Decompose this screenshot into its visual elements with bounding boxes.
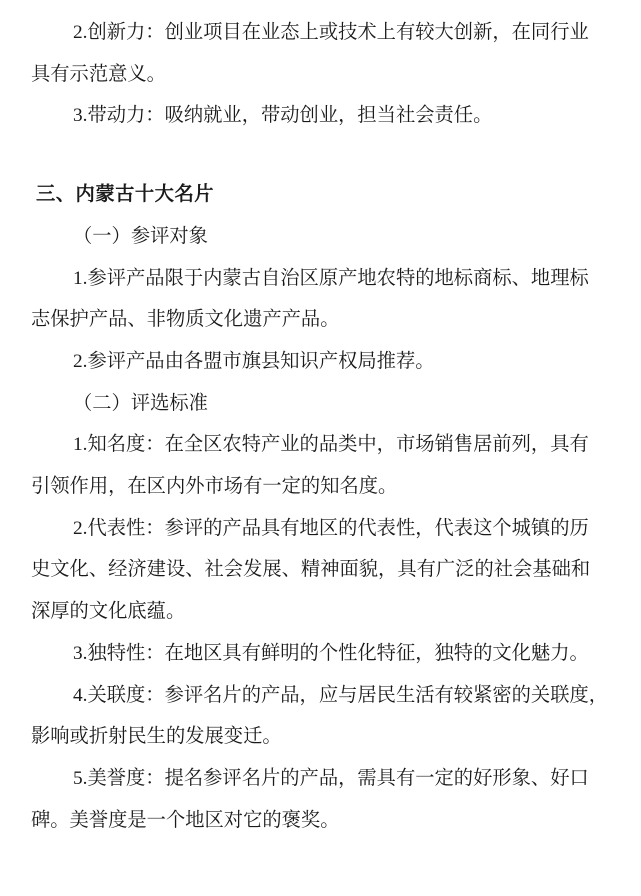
paragraph: 2.创新力：创业项目在业态上或技术上有较大创新，在同行业 具有示范意义。 [31,22,589,85]
paragraph: 3.带动力：吸纳就业，带动创业，担当社会责任。 [73,105,493,127]
paragraph: 1.参评产品限于内蒙古自治区原产地农特的地标商标、地理标 志保护产品、非物质文化遗产产品。 [31,267,589,331]
document-body [31,12,631,841]
paragraph: 3.独特性：在地区具有鲜明的个性化特征，独特的文化魅力。 [73,642,589,664]
paragraph: 2.参评产品由各盟市旗县知识产权局推荐。 [73,350,435,372]
paragraph: （二）评选标准 [73,392,208,414]
paragraph: 1.知名度：在全区农特产业的品类中，市场销售居前列，具有 引领作用，在区内外市场有一定的知名度。 [31,434,589,498]
paragraph: 5.美誉度：提名参评名片的产品，需具有一定的好形象、好口 碑。美誉度是一个地区对它的褒奖。 [31,767,589,831]
paragraph: 4.关联度：参评名片的产品，应与居民生活有较紧密的关联度， 影响或折射民生的发展变迁。 [31,684,609,748]
paragraph: （一）参评对象 [73,225,208,247]
paragraph: 2.代表性：参评的产品具有地区的代表性，代表这个城镇的历 史文化、经济建设、社会发展、精神面貌，具有广泛的社会基础和 深厚的文化底蕴。 [31,517,591,623]
section-heading: 三、内蒙古十大名片 [36,184,215,206]
